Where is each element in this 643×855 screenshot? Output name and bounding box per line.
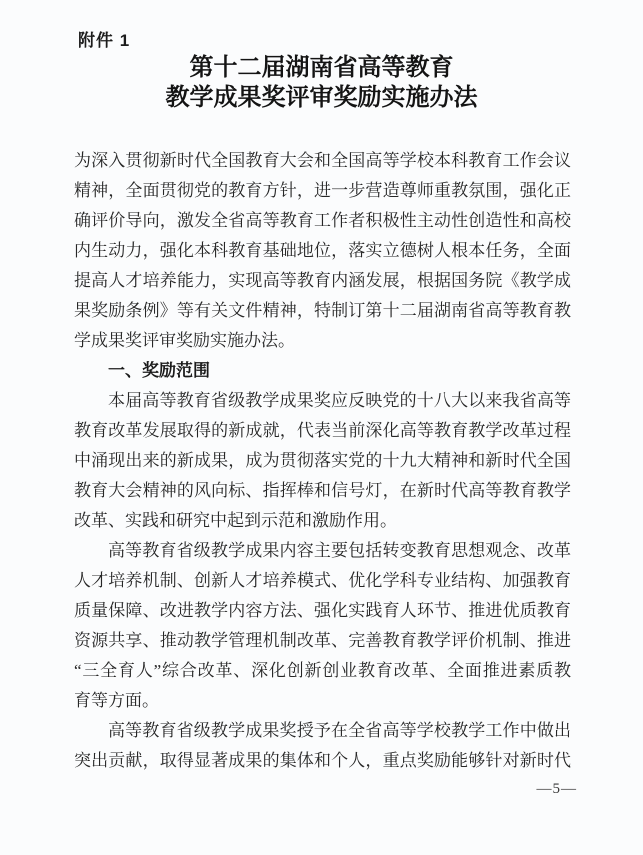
paragraph-line: 精神，全面贯彻党的教育方针，进一步营造尊师重教氛围，强化正 [74, 181, 571, 200]
document-title-line-2: 教学成果奖评审奖励实施办法 [165, 84, 478, 111]
document-title [0, 53, 643, 113]
paragraph-line: 学成果奖评审奖励实施办法。 [74, 331, 295, 350]
paragraph-line: 突出贡献，取得显著成果的集体和个人，重点奖励能够针对新时代 [74, 751, 571, 770]
paragraph-line: 高等教育省级教学成果内容主要包括转变教育思想观念、改革 [108, 541, 571, 560]
page-number: —5— [536, 781, 577, 797]
paragraph-line: 为深入贯彻新时代全国教育大会和全国高等学校本科教育工作会议 [74, 151, 571, 170]
paragraph [74, 536, 571, 716]
paragraph-line: 本届高等教育省级教学成果奖应反映党的十八大以来我省高等 [108, 391, 571, 410]
paragraph-line: 质量保障、改进教学内容方法、强化实践育人环节、推进优质教育 [74, 601, 571, 620]
paragraph-line: “三全育人”综合改革、深化创新创业教育改革、全面推进素质教 [74, 661, 571, 680]
paragraph [74, 716, 571, 776]
paragraph-line: 果奖励条例》等有关文件精神，特制订第十二届湖南省高等教育教 [74, 301, 571, 320]
document-body [74, 146, 571, 776]
paragraph-line: 资源共享、推动教学管理机制改革、完善教育教学评价机制、推进 [74, 631, 571, 650]
paragraph-line: 人才培养机制、创新人才培养模式、优化学科专业结构、加强教育 [74, 571, 571, 590]
paragraph-line: 教育改革发展取得的新成就，代表当前深化高等教育教学改革过程 [74, 421, 571, 440]
paragraph-line: 高等教育省级教学成果奖授予在全省高等学校教学工作中做出 [108, 721, 571, 740]
attachment-label: 附件 1 [78, 31, 131, 50]
paragraph-line: 改革、实践和研究中起到示范和激励作用。 [74, 511, 397, 530]
paragraph [74, 146, 571, 356]
section-heading: 一、奖励范围 [108, 361, 210, 380]
paragraph-line: 提高人才培养能力，实现高等教育内涵发展，根据国务院《教学成 [74, 271, 571, 290]
paragraph-line: 育等方面。 [74, 691, 159, 710]
paragraph-line: 中涌现出来的新成果，成为贯彻落实党的十九大精神和新时代全国 [74, 451, 571, 470]
paragraph-line: 内生动力，强化本科教育基础地位，落实立德树人根本任务，全面 [74, 241, 571, 260]
paragraph-line: 确评价导向，激发全省高等教育工作者积极性主动性创造性和高校 [74, 211, 571, 230]
paragraph-line: 教育大会精神的风向标、指挥棒和信号灯，在新时代高等教育教学 [74, 481, 571, 500]
paragraph [74, 386, 571, 536]
document-title-line-1: 第十二届湖南省高等教育 [189, 54, 454, 81]
